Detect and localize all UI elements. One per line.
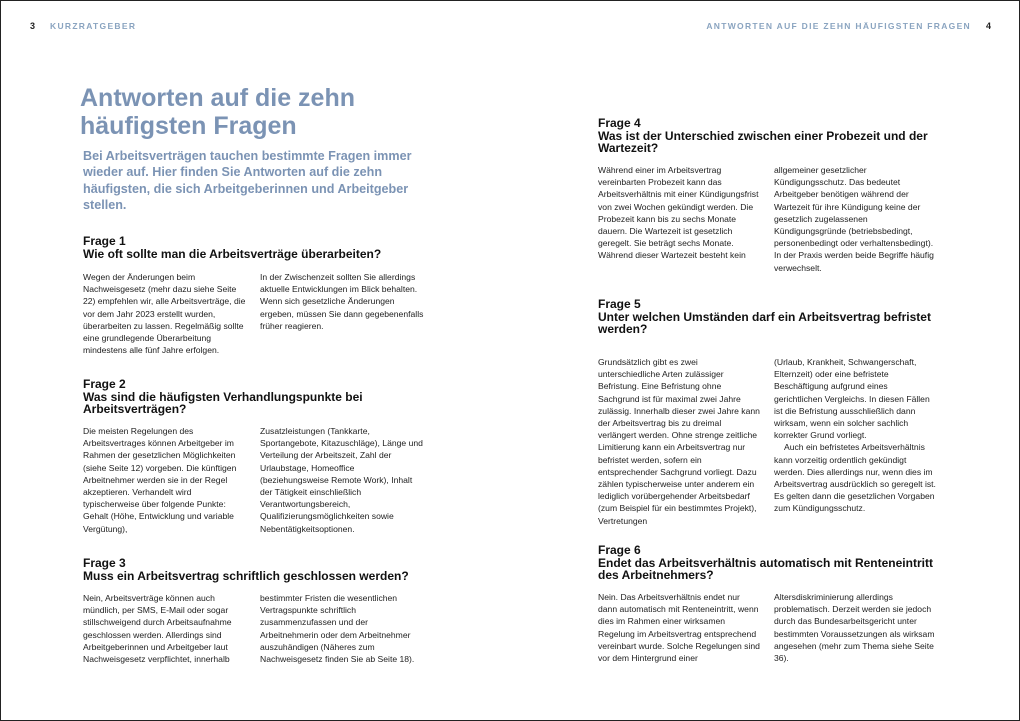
answer-column (83, 425, 247, 535)
answer-column (260, 271, 424, 356)
question-1-answer (83, 271, 424, 356)
question-title: Wie oft sollte man die Arbeitsverträge überarbeiten? (83, 246, 382, 261)
answer-column (83, 592, 247, 665)
question-4-heading (598, 117, 933, 155)
answer-text: Nein, Arbeitsverträge können auch mündlich, per SMS, E-Mail oder sogar stillschweigend durch Arbeitsaufnahme geschlossen werden. Allerdings sind Arbeitgeberinnen und Arbeitgeber laut Nachweisgesetz verpflichtet, innerhalb (83, 593, 232, 665)
question-6-heading (598, 544, 933, 582)
question-number: Frage 5 (598, 297, 641, 311)
question-1-heading (83, 235, 423, 260)
answer-column (598, 164, 760, 274)
answer-text: bestimmter Fristen die wesentlichen Vertragspunkte schriftlich zusammenzufassen und der Arbeitnehmerin oder dem Arbeitnehmer auszuhändigen (Näheres zum Nachweisgesetz finden Sie ab Seite 18). (260, 593, 415, 665)
answer-column (774, 356, 936, 527)
answer-column (598, 591, 760, 664)
question-number: Frage 4 (598, 116, 641, 130)
question-title: Unter welchen Umständen darf ein Arbeitsvertrag befristet werden? (598, 309, 931, 336)
answer-column (774, 164, 936, 274)
question-title: Muss ein Arbeitsvertrag schriftlich geschlossen werden? (83, 568, 409, 583)
answer-column (774, 591, 936, 664)
question-title: Endet das Arbeitsverhältnis automatisch mit Renteneintritt des Arbeitnehmers? (598, 555, 933, 582)
answer-text: Auch ein befristetes Arbeitsverhältnis kann vorzeitig ordentlich gekündigt werden. Dies allerdings nur, wenn dies im Arbeitsvertrag ausdrücklich so geregelt ist. Es gelten dann die gesetzlichen Vorgaben zum Kündigungsschutz. (774, 442, 936, 514)
answer-text: (Urlaub, Krankheit, Schwangerschaft, Elternzeit) oder eine befristete Beschäftigung aufgrund eines gerichtlichen Vergleichs. In diesen Fällen ist die Befristung ausschließlich dann wirksam, wenn ein solcher sachlich korrekter Grund vorliegt. (774, 357, 930, 441)
answer-text: allgemeiner gesetzlicher Kündigungsschutz. Das bedeutet Arbeitgeber benötigen während der Wartezeit für ihre Kündigung keine der gesetzlich zugelassenen Kündigungsgründe (betriebsbedingt, personenbedingt oder verhaltensbedingt). In der Praxis werden beide Begriffe häufig verwechselt. (774, 165, 934, 273)
right-running-header: ANTWORTEN AUF DIE ZEHN HÄUFIGSTEN FRAGEN (706, 21, 971, 31)
answer-text: Zusatzleistungen (Tankkarte, Sportangebote, Kitazuschläge), Länge und Verteilung der Arbeitszeit, Zahl der Urlaubstage, Homeoffice (beziehungsweise Remote Work), Inhalt der Tätigkeit einschließlich Verantwortungsbereich, Qualifizierungsmöglichkeiten sowie Nebentätigkeitsoptionen. (260, 426, 423, 534)
question-2-answer (83, 425, 424, 535)
question-4-answer (598, 164, 936, 274)
answer-column (83, 271, 247, 356)
page-title: Antworten auf die zehn häufigsten Fragen (80, 84, 355, 140)
question-title: Was ist der Unterschied zwischen einer Probezeit und der Wartezeit? (598, 128, 928, 155)
question-number: Frage 1 (83, 234, 126, 248)
question-3-heading (83, 557, 423, 582)
answer-text: Nein. Das Arbeitsverhältnis endet nur dann automatisch mit Renteneintritt, wenn dies im Rahmen einer wirksamen Regelung im Arbeitsvertrag entsprechend vereinbart wurde. Solche Regelungen sind vor dem Hintergrund einer (598, 592, 760, 664)
left-running-header: KURZRATGEBER (50, 21, 137, 31)
answer-text: Grundsätzlich gibt es zwei unterschiedliche Arten zulässiger Befristung. Eine Befristung ohne Sachgrund ist für maximal zwei Jahre zulässig. Innerhalb dieser zwei Jahre kann der Arbeitsvertrag bis zu dreimal verlängert werden. Ohne strenge zeitliche Limitierung kann ein Arbeitsvertrag nur befristet werden, sofern ein entsprechender Sachgrund vorliegt. Dazu zählen typischerweise unter anderem ein lediglich vorübergehender Arbeitsbedarf (zum Beispiel für ein bestimmtes Projekt), Vertretungen (598, 357, 760, 526)
answer-text: Während einer im Arbeitsvertrag vereinbarten Probezeit kann das Arbeitsverhältnis mit einer Kündigungsfrist von zwei Wochen gekündigt werden. Die Probezeit kann bis zu sechs Monate dauern. Die Wartezeit ist gesetzlich geregelt. Sie beträgt sechs Monate. Während dieser Wartezeit besteht kein (598, 165, 759, 261)
question-number: Frage 3 (83, 556, 126, 570)
question-number: Frage 2 (83, 377, 126, 391)
answer-text: In der Zwischenzeit sollten Sie allerdings aktuelle Entwicklungen im Blick behalten. Wenn sich gesetzliche Änderungen ergeben, müssen Sie dann gegebenenfalls früher reagieren. (260, 272, 424, 331)
answer-column (260, 425, 424, 535)
question-3-answer (83, 592, 424, 665)
intro-lead: Bei Arbeitsverträgen tauchen bestimmte Fragen immer wieder auf. Hier finden Sie Antworten auf die zehn häufigsten, die sich Arbeitgeberinnen und Arbeitgeber stellen. (83, 149, 412, 213)
question-2-heading (83, 378, 423, 416)
question-5-answer (598, 356, 936, 527)
answer-text: Die meisten Regelungen des Arbeitsvertrages können Arbeitgeber im Rahmen der gesetzlichen Möglichkeiten (siehe Seite 12) vorgeben. Die künftigen Arbeitnehmer werden sie in der Regel akzeptieren. Verhandelt wird typischerweise über folgende Punkte: Gehalt (Höhe, Entwicklung und variable Vergütung), (83, 426, 237, 534)
question-5-heading (598, 298, 933, 336)
question-title: Was sind die häufigsten Verhandlungspunkte bei Arbeitsverträgen? (83, 389, 363, 416)
answer-column (260, 592, 424, 665)
answer-text: Altersdiskriminierung allerdings problematisch. Derzeit werden sie jedoch durch das Bundesarbeitsgericht unter bestimmten Voraussetzungen als wirksam angesehen (mehr zum Thema siehe Seite 36). (774, 592, 935, 664)
left-page-number: 3 (30, 21, 36, 31)
question-number: Frage 6 (598, 543, 641, 557)
question-6-answer (598, 591, 936, 664)
answer-column (598, 356, 760, 527)
answer-text: Wegen der Änderungen beim Nachweisgesetz (mehr dazu siehe Seite 22) empfehlen wir, alle Arbeitsverträge, die vor dem Jahr 2023 erstellt wurden, überarbeiten zu lassen. Regelmäßig sollte eine grundlegende Überarbeitung mindestens alle fünf Jahre erfolgen. (83, 272, 246, 356)
right-page-number: 4 (985, 21, 991, 31)
